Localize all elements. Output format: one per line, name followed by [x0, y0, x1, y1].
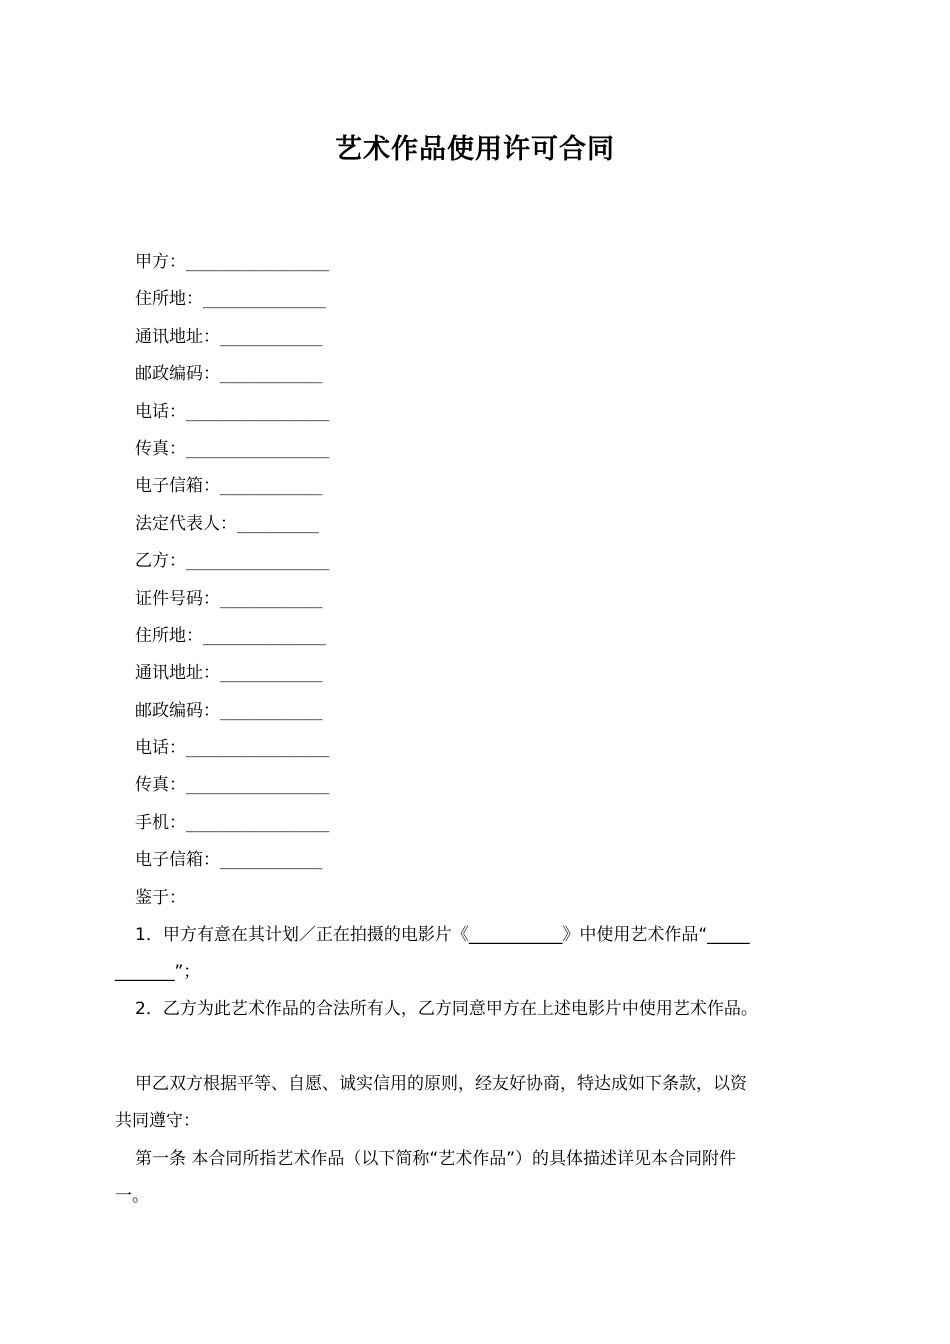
fill-blank: __________ — [220, 588, 323, 609]
party-b-email-field — [135, 842, 735, 879]
fill-blank: ______________ — [186, 438, 330, 459]
clause-text: 第一条 本合同所指艺术作品（以下简称“艺术作品”）的具体描述详见本合同附件 — [135, 1149, 737, 1169]
field-label: 电话： — [135, 401, 186, 422]
field-label: 电子信箱： — [135, 850, 220, 871]
field-label: 甲方： — [135, 252, 186, 272]
clause-text: 1．甲方有意在其计划／正在拍摄的电影片《___________》中使用艺术作品“_____ — [135, 925, 750, 945]
party-a-field — [135, 244, 735, 281]
party-a-legal-rep-field — [135, 506, 735, 543]
clause-line — [115, 1103, 840, 1140]
field-label: 邮政编码： — [135, 364, 220, 385]
field-label: 邮政编码： — [135, 700, 220, 721]
recital-clause-2 — [115, 991, 840, 1028]
party-b-postcode-field — [135, 693, 735, 730]
clause-line — [115, 1178, 840, 1215]
fill-blank: __________ — [220, 364, 323, 385]
agreement-paragraph — [115, 1066, 840, 1141]
clause-text: 甲乙双方根据平等、自愿、诚实信用的原则，经友好协商，特达成如下条款，以资 — [135, 1074, 747, 1094]
party-b-id-number-field — [135, 581, 735, 618]
party-a-email-field — [135, 468, 735, 505]
whereas-heading — [135, 880, 735, 917]
party-info-list — [135, 244, 735, 917]
party-b-fax-field — [135, 767, 735, 804]
field-label: 鉴于： — [135, 887, 186, 908]
party-b-address-field — [135, 618, 735, 655]
field-label: 手机： — [135, 812, 186, 833]
clause-line — [115, 954, 840, 991]
party-b-phone-field — [135, 730, 735, 767]
fill-blank: ______________ — [186, 252, 330, 272]
party-b-field — [135, 543, 735, 580]
fill-blank: ______________ — [186, 401, 330, 422]
clause-text: 一。 — [115, 1186, 149, 1207]
fill-blank: ______________ — [186, 551, 330, 572]
clause-text: 共同遵守： — [115, 1111, 200, 1132]
field-label: 传真： — [135, 775, 186, 796]
fill-blank: ______________ — [186, 812, 330, 833]
fill-blank: __________ — [220, 850, 323, 871]
article-1 — [115, 1141, 840, 1216]
fill-blank: ______________ — [186, 738, 330, 759]
fill-blank: __________ — [220, 700, 323, 721]
fill-blank: ______________ — [186, 775, 330, 796]
field-label: 法定代表人： — [135, 513, 237, 534]
party-a-mailing-address-field — [135, 319, 735, 356]
field-label: 住所地： — [135, 289, 203, 310]
fill-blank: __________ — [220, 476, 323, 497]
recital-clause-1 — [115, 917, 840, 992]
clause-line — [115, 917, 840, 954]
party-a-fax-field — [135, 431, 735, 468]
party-a-postcode-field — [135, 356, 735, 393]
field-label: 电子信箱： — [135, 476, 220, 497]
clause-line — [115, 991, 840, 1028]
fill-blank: ____________ — [203, 625, 326, 646]
party-a-address-field — [135, 281, 735, 318]
clause-line — [115, 1066, 840, 1103]
clause-text: _______”； — [115, 962, 201, 983]
field-label: 乙方： — [135, 551, 186, 572]
clause-line — [115, 1141, 840, 1178]
fill-blank: __________ — [220, 663, 323, 684]
fill-blank: ________ — [237, 513, 319, 534]
party-a-phone-field — [135, 394, 735, 431]
field-label: 通讯地址： — [135, 326, 220, 347]
field-label: 通讯地址： — [135, 663, 220, 684]
document-title: 艺术作品使用许可合同 — [335, 134, 615, 165]
fill-blank: ____________ — [203, 289, 326, 310]
party-b-mailing-address-field — [135, 655, 735, 692]
party-b-mobile-field — [135, 805, 735, 842]
field-label: 住所地： — [135, 625, 203, 646]
field-label: 证件号码： — [135, 588, 220, 609]
field-label: 电话： — [135, 738, 186, 759]
clause-text: 2．乙方为此艺术作品的合法所有人，乙方同意甲方在上述电影片中使用艺术作品。 — [135, 999, 758, 1019]
field-label: 传真： — [135, 438, 186, 459]
fill-blank: __________ — [220, 326, 323, 347]
